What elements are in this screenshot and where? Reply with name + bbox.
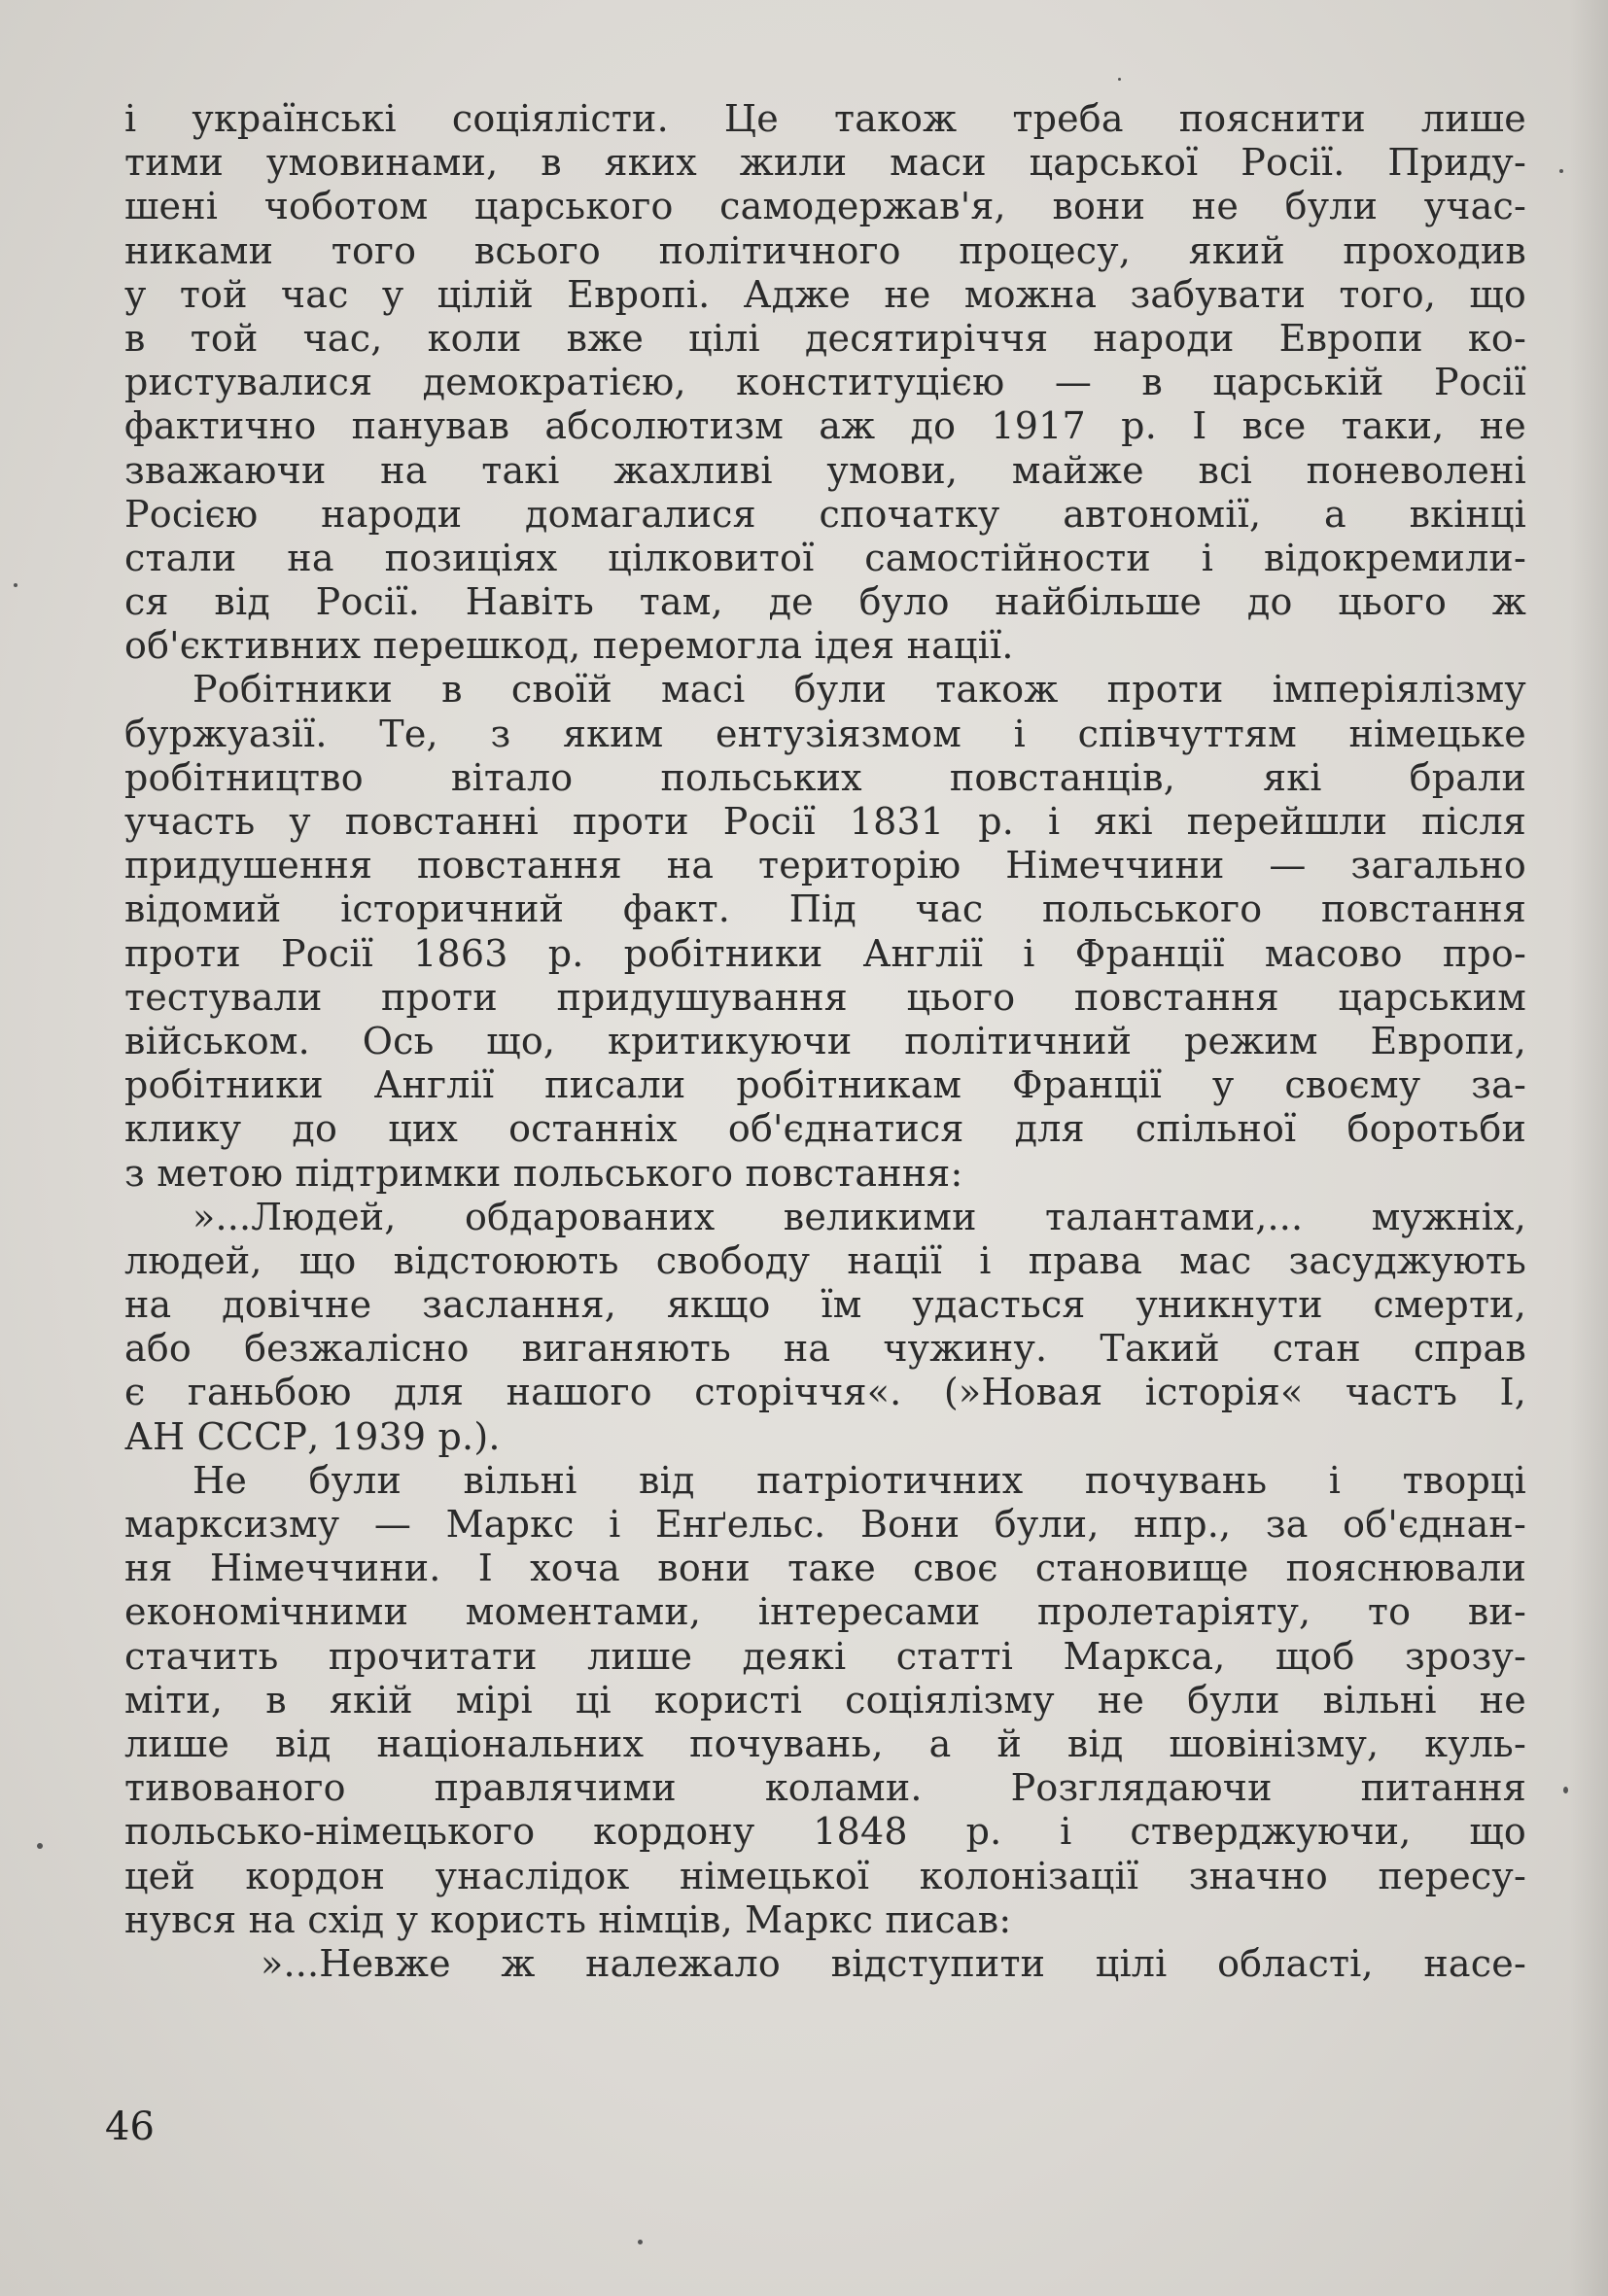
text-line: ня Німеччини. І хоча вони таке своє становище пояснювали — [124, 1547, 1526, 1590]
text-line: робітництво вітало польських повстанців, які брали — [124, 755, 1526, 799]
text-line: зважаючи на такі жахливі умови, майже всі поневолені — [124, 448, 1526, 492]
print-speck — [1563, 1787, 1568, 1793]
quote-line: людей, що відстоюють свободу нації і права мас засуджують — [124, 1238, 1526, 1282]
print-speck — [37, 1843, 43, 1849]
text-line: Робітники в своїй масі були також проти імперіялізму — [192, 668, 1526, 712]
text-line: економічними моментами, інтересами пролетаріяту, то ви- — [124, 1590, 1526, 1634]
text-line: з метою підтримки польського повстання: — [124, 1151, 963, 1195]
body-text — [124, 97, 1526, 1986]
text-line: міти, в якій мірі ці користі соціялізму не були вільні не — [124, 1678, 1526, 1722]
page-edge-shadow — [1569, 0, 1608, 2296]
print-speck — [14, 583, 17, 587]
text-line: у той час у цілій Европі. Адже не можна забувати того, що — [124, 272, 1526, 316]
text-line: тестували проти придушування цього повстання царським — [124, 975, 1526, 1019]
text-line: тивованого правлячими колами. Розглядаючи питання — [124, 1766, 1526, 1810]
print-speck — [1559, 169, 1563, 173]
text-line: придушення повстання на територію Німеччини — загально — [124, 844, 1526, 887]
quote-line: або безжалісно виганяють на чужину. Такий стан справ — [124, 1327, 1526, 1371]
print-speck — [1118, 78, 1121, 81]
text-line: тими умовинами, в яких жили маси царської Росії. Приду- — [124, 141, 1526, 185]
quote-line: АН СССР, 1939 р.). — [124, 1414, 501, 1458]
text-line: в той час, коли вже цілі десятиріччя народи Европи ко- — [124, 316, 1526, 360]
page-number: 46 — [105, 2105, 155, 2149]
text-line: Росією народи домагалися спочатку автономії, а вкінці — [124, 492, 1526, 536]
text-line: і українські соціялісти. Це також треба пояснити лише — [124, 97, 1526, 140]
text-line: участь у повстанні проти Росії 1831 р. і які перейшли після — [124, 800, 1526, 843]
text-line: стачить прочитати лише деякі статті Маркса, щоб зрозу- — [124, 1634, 1526, 1678]
quote-line: »...Людей, обдарованих великими талантами,... мужніх, — [192, 1195, 1526, 1238]
text-line: шені чоботом царського самодержав'я, вони не були учас- — [124, 185, 1526, 228]
text-line: Не були вільні від патріотичних почувань і творці — [192, 1458, 1526, 1502]
text-line: нувся на схід у користь німців, Маркс писав: — [124, 1897, 1012, 1941]
quote-line: на довічне заслання, якщо їм удасться уникнути смерти, — [124, 1283, 1526, 1327]
text-line: робітники Англії писали робітникам Франції у своєму за- — [124, 1063, 1526, 1107]
text-line: фактично панував абсолютизм аж до 1917 р. І все таки, не — [124, 404, 1526, 448]
text-line: відомий історичний факт. Під час польського повстання — [124, 887, 1526, 931]
text-line: військом. Ось що, критикуючи політичний режим Европи, — [124, 1019, 1526, 1062]
quote-line: є ганьбою для нашого сторіччя«. (»Новая історія« частъ І, — [124, 1371, 1526, 1414]
text-line: цей кордон унаслідок німецької колонізації значно пересу- — [124, 1854, 1526, 1897]
text-line: ристувалися демократією, конституцією — в царській Росії — [124, 361, 1526, 404]
text-line: проти Росії 1863 р. робітники Англії і Франції масово про- — [124, 931, 1526, 975]
text-line: ся від Росії. Навіть там, де було найбільше до цього ж — [124, 580, 1526, 624]
text-line: никами того всього політичного процесу, який проходив — [124, 228, 1526, 272]
print-speck — [638, 2240, 643, 2244]
text-line: польсько-німецького кордону 1848 р. і стверджуючи, що — [124, 1810, 1526, 1854]
text-line: лише від національних почувань, а й від шовінізму, куль- — [124, 1722, 1526, 1765]
text-line: марксизму — Маркс і Енґельс. Вони були, нпр., за об'єднан- — [124, 1503, 1526, 1546]
text-line: стали на позиціях цілковитої самостійности і відокремили- — [124, 536, 1526, 579]
text-line: клику до цих останніх об'єднатися для спільної боротьби — [124, 1107, 1526, 1151]
text-line: буржуазії. Те, з яким ентузіязмом і співчуттям німецьке — [124, 712, 1526, 755]
text-line: об'єктивних перешкод, перемогла ідея нації. — [124, 624, 1014, 668]
quote-line: »...Невже ж належало відступити цілі області, насе- — [261, 1941, 1526, 1985]
